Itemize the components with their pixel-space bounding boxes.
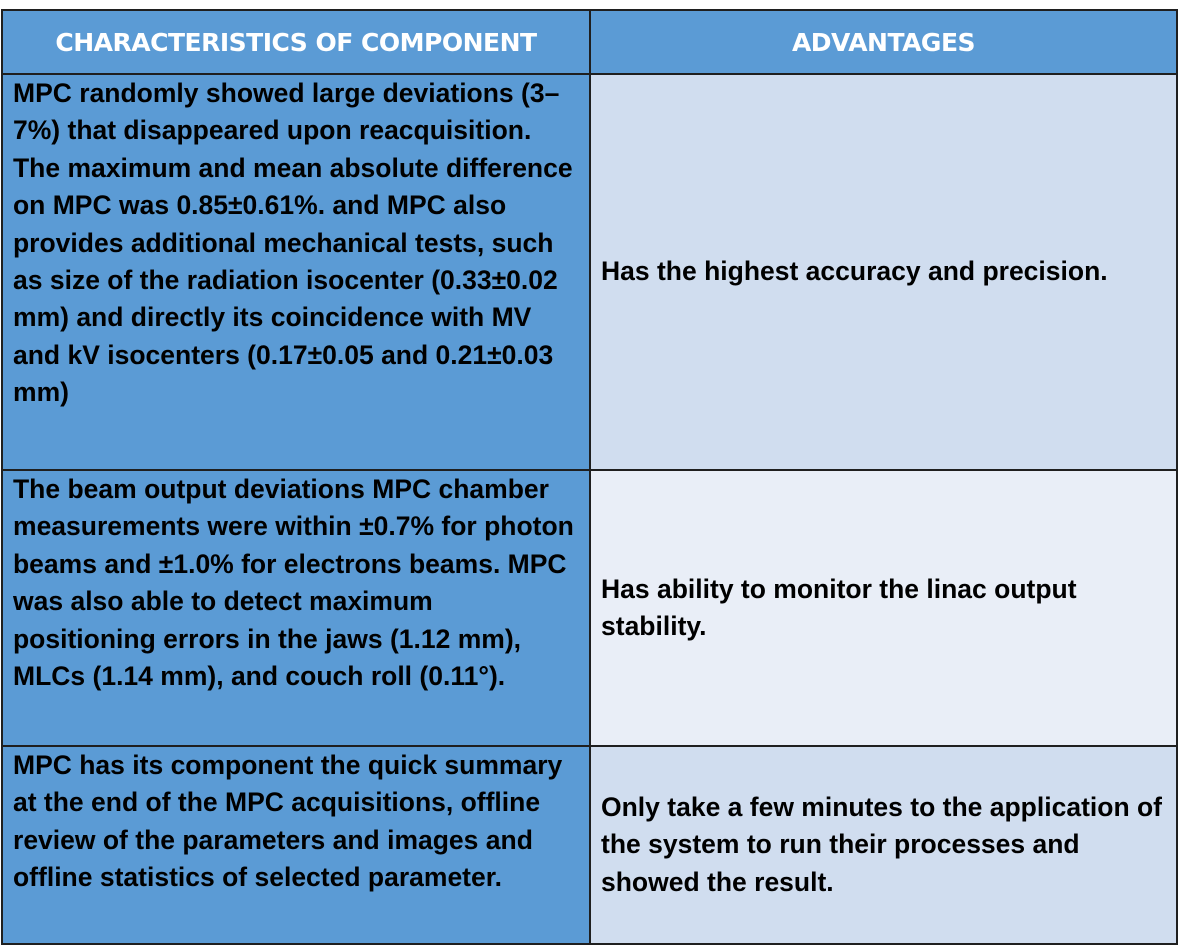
characteristic-cell: MPC has its component the quick summary at the end of the MPC acquisitions, offline review of the parameters and images and offline statistics of selected parameter. [2, 746, 590, 944]
advantage-cell: Only take a few minutes to the application of the system to run their processes and showed the result. [590, 746, 1177, 944]
advantage-cell: Has the highest accuracy and precision. [590, 74, 1177, 470]
characteristic-cell: MPC randomly showed large deviations (3–7%) that disappeared upon reacquisition. The maximum and mean absolute difference on MPC was 0.85±0.61%. and MPC also provides additional mechanical tests, such as size of the radiation isocenter (0.33±0.02 mm) and directly its coincidence with MV and kV isocenters (0.17±0.05 and 0.21±0.03 mm) [2, 74, 590, 470]
table-row [2, 470, 1177, 746]
advantage-cell: Has ability to monitor the linac output stability. [590, 470, 1177, 746]
header-advantages: ADVANTAGES [590, 10, 1177, 74]
header-row [2, 10, 1177, 74]
characteristic-cell: The beam output deviations MPC chamber measurements were within ±0.7% for photon beams and ±1.0% for electrons beams. MPC was also able to detect maximum positioning errors in the jaws (1.12 mm), MLCs (1.14 mm), and couch roll (0.11°). [2, 470, 590, 746]
table-row [2, 74, 1177, 470]
table-row [2, 746, 1177, 944]
comparison-table [1, 9, 1178, 945]
header-characteristics: CHARACTERISTICS OF COMPONENT [2, 10, 590, 74]
